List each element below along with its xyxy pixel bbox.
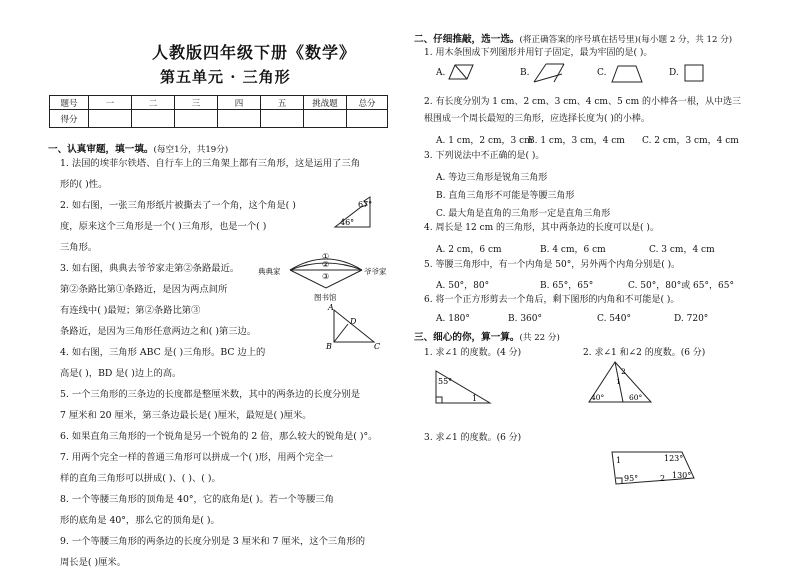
right-triangle-figure xyxy=(432,367,494,407)
option-label[interactable]: B. 直角三角形不可能是等腰三角形 xyxy=(436,191,575,201)
angle-label: 130° xyxy=(672,471,692,480)
angle-label: 95° xyxy=(624,474,639,483)
torn-triangle-figure xyxy=(330,195,380,233)
score-cell: 三 xyxy=(175,96,218,110)
score-table xyxy=(49,95,388,128)
pentagon-figure xyxy=(606,448,698,488)
section2-heading-text: 二、仔细推敲，选一选。 xyxy=(414,34,520,45)
angle-label: 1 xyxy=(616,456,622,465)
question-line: 6. 如果直角三角形的一个锐角是另一个锐角的 2 倍，那么较大的锐角是( )°。 xyxy=(60,431,378,442)
question-line: 3. 下列说法中不正确的是( )。 xyxy=(424,151,545,161)
question-line: 6. 将一个正方形剪去一个角后，剩下图形的内角和不可能是( )。 xyxy=(424,295,680,305)
road-label: ① xyxy=(322,252,330,261)
road-label: ③ xyxy=(322,272,330,281)
section2-note: (将正确答案的序号填在括号里)(每小题 2 分，共 12 分) xyxy=(519,35,733,45)
angle-label: 55° xyxy=(438,377,453,386)
score-input[interactable] xyxy=(175,110,218,128)
question-line: 三角形。 xyxy=(60,242,98,253)
section3-heading xyxy=(414,329,560,343)
option-label: B. xyxy=(520,68,530,78)
section3-note: (共 22 分) xyxy=(519,333,560,343)
option-label[interactable]: B. 1 cm，3 cm，4 cm xyxy=(528,136,625,146)
question-line: 4. 如右图，三角形 ABC 是( )三角形。BC 边上的 xyxy=(60,347,266,358)
question-line: 5. 一个三角形的三条边的长度都是整厘米数，其中的两条边的长度分别是 xyxy=(60,389,361,400)
score-cell: 题号 xyxy=(50,96,89,110)
question-line: 条路近，是因为三角形任意两边之和( )第三边。 xyxy=(60,326,257,337)
angle-label: 60° xyxy=(629,393,643,402)
score-input[interactable] xyxy=(218,110,261,128)
question-line: 7. 用两个完全一样的普通三角形可以拼成一个( )形，用两个完全一 xyxy=(60,452,334,463)
angle-label: 123° xyxy=(664,454,684,463)
square-shape[interactable] xyxy=(682,62,708,84)
page-subtitle: 第五单元 · 三角形 xyxy=(160,68,291,86)
question-line: 第②条路比第①条路近，是因为两点间所 xyxy=(60,284,228,295)
option-label[interactable]: C. 3 cm，4 cm xyxy=(649,245,715,255)
question-line: 度，原来这个三角形是一个( )三角形，也是一个( ) xyxy=(60,221,267,232)
question-line: 4. 周长是 12 cm 的三角形，其中两条边的长度可以是( )。 xyxy=(424,223,659,233)
option-label[interactable]: A. 1 cm，2 cm，3 cm xyxy=(436,136,533,146)
question-line: 7 厘米和 20 厘米，第三条边最长是( )厘米，最短是( )厘米。 xyxy=(60,410,312,421)
vertex-label: B xyxy=(326,342,332,350)
vertex-label: C xyxy=(374,342,381,350)
angle-label: 46° xyxy=(340,218,355,227)
option-label: C. xyxy=(597,68,607,78)
section1-heading-text: 一、认真审题，填一填。 xyxy=(48,144,154,155)
place-label: 爷爷家 xyxy=(364,267,387,276)
angle-label: 2 xyxy=(660,474,666,483)
score-table-score-row xyxy=(50,110,388,128)
question-line: 形的( )性。 xyxy=(60,179,108,190)
road-label: ② xyxy=(322,260,330,269)
option-label[interactable]: B. 360° xyxy=(508,314,543,324)
triangle-abc-figure xyxy=(322,302,382,350)
question-line: 2. 求∠1 和∠2 的度数。(6 分) xyxy=(583,348,706,358)
place-label: 图书馆 xyxy=(314,293,337,302)
question-line: 2. 如右图，一张三角形纸片被撕去了一个角，这个角是( ) xyxy=(60,200,296,211)
place-label: 典典家 xyxy=(258,267,281,276)
question-line: 3. 求∠1 的度数。(6 分) xyxy=(424,433,522,443)
option-label[interactable]: C. 540° xyxy=(597,314,631,324)
page-title: 人教版四年级下册《数学》 xyxy=(152,43,357,62)
roads-figure xyxy=(258,250,393,302)
question-line: 5. 等腰三角形中，有一个内角是 50°，另外两个内角分别是( )。 xyxy=(424,260,681,270)
angle-label: 40° xyxy=(591,393,605,402)
score-cell: 二 xyxy=(132,96,175,110)
option-label[interactable]: C. 50°，80°或 65°，65° xyxy=(628,281,734,291)
trapezoid-shape[interactable] xyxy=(610,62,644,84)
question-line: 高是( )，BD 是( )边上的高。 xyxy=(60,368,182,379)
score-cell: 五 xyxy=(261,96,304,110)
parallelogram-shape[interactable] xyxy=(447,63,475,81)
question-line: 8. 一个等腰三角形的顶角是 40°，它的底角是( )。若一个等腰三角 xyxy=(60,494,334,505)
question-line: 形的底角是 40°，那么它的顶角是( )。 xyxy=(60,515,220,526)
score-cell: 总分 xyxy=(347,96,388,110)
score-cell: 一 xyxy=(89,96,132,110)
score-cell: 得分 xyxy=(50,110,89,128)
crossed-trapezoid-shape[interactable] xyxy=(532,62,568,84)
angle-label: 67° xyxy=(358,200,373,209)
section2-heading xyxy=(414,31,732,45)
option-label[interactable]: C. 2 cm，3 cm，4 cm xyxy=(642,136,739,146)
option-label[interactable]: A. 2 cm，6 cm xyxy=(436,245,502,255)
score-input[interactable] xyxy=(132,110,175,128)
question-line: 2. 有长度分别为 1 cm、2 cm、3 cm、4 cm、5 cm 的小棒各一根，从中选三 xyxy=(424,97,741,107)
question-line: 周长是( )厘米。 xyxy=(60,557,126,568)
split-triangle-figure xyxy=(585,360,655,406)
option-label: A. xyxy=(436,68,446,78)
question-line: 1. 用木条围成下列图形并用钉子固定，最为牢固的是( )。 xyxy=(424,48,653,58)
question-line: 9. 一个等腰三角形的两条边的长度分别是 3 厘米和 7 厘米，这个三角形的 xyxy=(60,536,366,547)
option-label[interactable]: B. 65°，65° xyxy=(540,281,594,291)
option-label[interactable]: A. 180° xyxy=(436,314,470,324)
question-block xyxy=(424,94,741,128)
angle-label: 1 xyxy=(472,394,478,403)
vertex-label: A xyxy=(328,303,334,312)
score-input[interactable] xyxy=(347,110,388,128)
vertex-label: D xyxy=(350,317,357,326)
option-label[interactable]: C. 最大角是直角的三角形一定是直角三角形 xyxy=(436,209,611,219)
score-input[interactable] xyxy=(261,110,304,128)
option-label[interactable]: B. 4 cm，6 cm xyxy=(540,245,606,255)
score-cell: 四 xyxy=(218,96,261,110)
score-input[interactable] xyxy=(89,110,132,128)
question-line: 样的直角三角形可以拼成( )、( )、( )。 xyxy=(60,473,221,484)
score-input[interactable] xyxy=(304,110,347,128)
angle-label: 2 xyxy=(621,367,626,376)
question-line: 1. 法国的埃菲尔铁塔、自行车上的三角架上都有三角形，这是运用了三角 xyxy=(60,158,361,169)
score-table-header-row xyxy=(50,96,388,110)
section1-note: (每空1分，共19分) xyxy=(153,145,229,155)
question-line: 3. 如右图，典典去爷爷家走第②条路最近。 xyxy=(60,263,240,274)
score-cell: 挑战题 xyxy=(304,96,347,110)
angle-label: 1 xyxy=(616,377,621,386)
option-label[interactable]: A. 50°，80° xyxy=(436,281,490,291)
question-line: 1. 求∠1 的度数。(4 分) xyxy=(424,348,522,358)
option-label[interactable]: D. 720° xyxy=(674,314,709,324)
option-label: D. xyxy=(669,68,679,78)
section3-heading-text: 三、细心的你，算一算。 xyxy=(414,332,520,343)
question-line: 根围成一个周长最短的三角形，应选择长度为( )的小棒。 xyxy=(424,114,650,124)
option-label[interactable]: A. 等边三角形是锐角三角形 xyxy=(436,173,548,183)
question-line: 有连线中( )最短；第②条路比第③ xyxy=(60,305,201,316)
